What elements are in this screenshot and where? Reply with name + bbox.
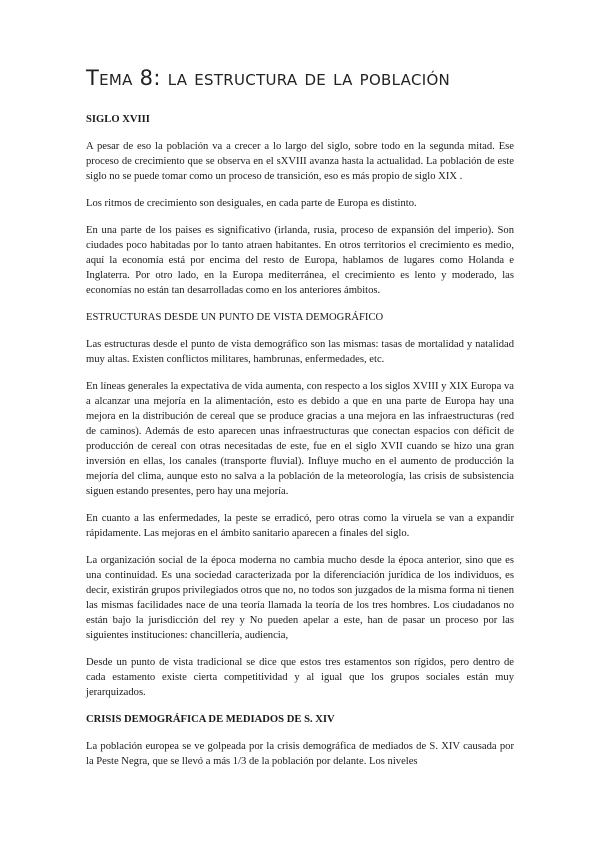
document-body xyxy=(86,112,514,781)
section-heading-crisis-xiv: CRISIS DEMOGRÁFICA DE MEDIADOS DE S. XIV xyxy=(86,714,335,725)
document-title: Tema 8: la estructura de la población xyxy=(86,66,451,90)
paragraph-peste-negra: La población europea se ve golpeada por la crisis demográfica de mediados de S. XIV causada por la Peste Negra, que se llevó a más 1/3 de la población por delante. Los niveles xyxy=(86,741,514,767)
paragraph-tasas: Las estructuras desde el punto de vista demográfico son las mismas: tasas de mortalidad y natalidad muy altas. Existen conflictos militares, hambrunas, enfermedades, etc. xyxy=(86,339,514,365)
section-heading-estructuras: ESTRUCTURAS DESDE UN PUNTO DE VISTA DEMOGRÁFICO xyxy=(86,312,384,323)
paragraph-crecimiento: A pesar de eso la población va a crecer a lo largo del siglo, sobre todo en la segunda mitad. Ese proceso de crecimiento que se observa en el sXVIII avanza hasta la actualidad. La población de este siglo no se puede tomar como un proceso de transición, eso es más propio de siglo XIX . xyxy=(86,141,514,182)
paragraph-paises: En una parte de los paises es significativo (irlanda, rusia, proceso de expansión del imperio). Son ciudades poco habitadas por lo tanto atraen habitantes. En otros territorios el crecimiento es medio, aquí la economía está por encima del resto de Europa, hablamos de lugares como Holanda e Inglaterra. Por otro lado, en la Europa mediterránea, el crecimiento es lento y moderado, las economías no están tan desarrolladas como en los anteriores ámbitos. xyxy=(86,225,514,296)
paragraph-enfermedades: En cuanto a las enfermedades, la peste se erradicó, pero otras como la viruela se van a expandir rápidamente. Las mejoras en el ámbito sanitario aparecen a finales del siglo. xyxy=(86,513,514,539)
paragraph-ritmos: Los ritmos de crecimiento son desiguales, en cada parte de Europa es distinto. xyxy=(86,198,417,209)
paragraph-expectativa-vida: En líneas generales la expectativa de vida aumenta, con respecto a los siglos XVIII y XIX Europa va a alcanzar una mejoría en la alimentación, esto es debido a que en una parte de Europa hay una mejora en la distribución de cereal que se produce gracias a una mejora en las infraestructuras (red de caminos). Además de esto aparecen unas infraestructuras que conectan espacios con déficit de producción de cereal con otras necesitadas de este, fue en el siglo XVII cuando se hizo una gran inversión en ellas, los canales (transporte fluvial). Influye mucho en el aumento de producción la mejoría del clima, aunque esto no salva a la población de la meteorología, las crisis de subsistencia siguen estando presentes, pero hay una mejoría. xyxy=(86,381,514,497)
paragraph-organizacion-social: La organización social de la época moderna no cambia mucho desde la época anterior, sino que es una continuidad. Es una sociedad caracterizada por la diferenciación jurídica de los individuos, es decir, existirán grupos privilegiados otros que no, no todos son juzgados de la misma forma ni tienen las mismas facilidades nace de una teoría llamada la teoría de los tres hombres. Los ciudadanos no están bajo la jurisdicción del rey y No pueden apelar a este, han de pasar un proceso por las siguientes instituciones: chancillería, audiencia, xyxy=(86,555,514,641)
section-heading-siglo-xviii: SIGLO XVIII xyxy=(86,114,150,125)
paragraph-estamentos: Desde un punto de vista tradicional se dice que estos tres estamentos son rígidos, pero dentro de cada estamento existe cierta competitividad y al igual que los grupos sociales están muy jerarquizados. xyxy=(86,657,514,698)
